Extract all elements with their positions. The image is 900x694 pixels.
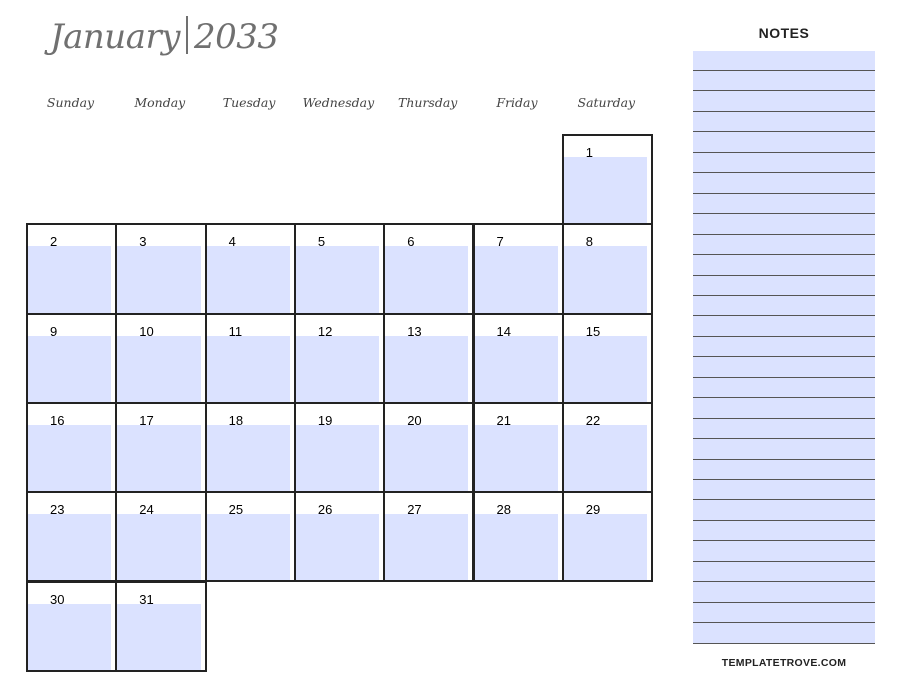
day-cell-15[interactable]	[562, 313, 653, 404]
day-number: 1	[585, 145, 594, 160]
notes-rule-line	[693, 479, 875, 480]
day-number: 18	[228, 412, 244, 428]
day-writing-area	[564, 425, 647, 491]
day-number: 17	[139, 412, 154, 428]
weekday-thursday: Thursday	[398, 95, 458, 110]
day-writing-area	[385, 336, 468, 402]
day-cell-30[interactable]	[26, 581, 117, 672]
day-cell-25[interactable]	[205, 491, 296, 582]
day-number: 21	[496, 412, 511, 428]
notes-rule-line	[693, 438, 875, 439]
day-cell-2[interactable]	[26, 223, 117, 314]
day-writing-area	[207, 246, 290, 312]
day-cell-6[interactable]	[383, 223, 474, 314]
day-number: 6	[407, 234, 415, 250]
day-number: 5	[317, 234, 326, 250]
notes-rule-line	[693, 70, 875, 71]
day-number: 16	[50, 412, 65, 428]
notes-title: NOTES	[758, 25, 810, 41]
day-writing-area	[385, 514, 468, 580]
weekday-monday: Monday	[134, 95, 186, 110]
day-writing-area	[28, 604, 111, 670]
day-number: 13	[407, 323, 422, 339]
brand-footer: TEMPLATETROVE.COM	[721, 657, 847, 669]
notes-rule-line	[693, 459, 875, 460]
day-writing-area	[207, 514, 290, 580]
notes-rule-line	[693, 131, 875, 132]
day-cell-20[interactable]	[383, 402, 474, 493]
notes-rule-line	[693, 520, 875, 521]
day-cell-13[interactable]	[383, 313, 474, 404]
day-cell-3[interactable]	[115, 223, 206, 314]
notes-rule-line	[693, 336, 875, 337]
day-cell-9[interactable]	[26, 313, 117, 404]
day-writing-area	[296, 514, 379, 580]
month-name: January	[50, 17, 180, 57]
year: 2033	[193, 17, 279, 57]
day-cell-18[interactable]	[205, 402, 296, 493]
day-writing-area	[385, 246, 468, 312]
day-number: 20	[407, 412, 422, 428]
day-writing-area	[117, 336, 200, 402]
notes-rule-line	[693, 540, 875, 541]
notes-rule-line	[693, 193, 875, 194]
day-number: 11	[228, 323, 243, 339]
notes-rule-line	[693, 356, 875, 357]
day-cell-7[interactable]	[473, 223, 564, 314]
notes-rule-line	[693, 377, 875, 378]
day-cell-23[interactable]	[26, 491, 117, 582]
notes-rule-line	[693, 213, 875, 214]
notes-rule-line	[693, 397, 875, 398]
day-number: 31	[139, 591, 154, 607]
weekday-wednesday: Wednesday	[302, 95, 375, 110]
notes-rule-line	[693, 254, 875, 255]
day-number: 25	[228, 502, 244, 518]
notes-rule-line	[693, 581, 875, 582]
notes-rule-line	[693, 315, 875, 316]
day-cell-5[interactable]	[294, 223, 385, 314]
weekday-tuesday: Tuesday	[222, 95, 276, 110]
day-writing-area	[564, 157, 647, 223]
day-number: 3	[139, 234, 147, 250]
notes-rule-line	[693, 622, 875, 623]
day-number: 27	[407, 502, 422, 518]
day-number: 24	[139, 502, 154, 518]
notes-rule-line	[693, 499, 875, 500]
day-number: 12	[317, 323, 333, 339]
day-writing-area	[296, 246, 379, 312]
day-number: 22	[585, 412, 601, 428]
day-writing-area	[28, 514, 111, 580]
day-writing-area	[207, 336, 290, 402]
day-cell-8[interactable]	[562, 223, 653, 314]
day-cell-28[interactable]	[473, 491, 564, 582]
day-writing-area	[385, 425, 468, 491]
day-cell-29[interactable]	[562, 491, 653, 582]
notes-area[interactable]	[693, 51, 875, 644]
title-separator	[186, 16, 188, 54]
day-cell-17[interactable]	[115, 402, 206, 493]
notes-rule-line	[693, 295, 875, 296]
day-number: 28	[496, 502, 511, 518]
day-cell-10[interactable]	[115, 313, 206, 404]
day-number: 4	[228, 234, 236, 250]
day-cell-12[interactable]	[294, 313, 385, 404]
day-writing-area	[475, 425, 558, 491]
day-number: 23	[50, 502, 65, 518]
day-cell-16[interactable]	[26, 402, 117, 493]
day-writing-area	[564, 246, 647, 312]
weekday-sunday: Sunday	[46, 95, 95, 110]
day-writing-area	[475, 336, 558, 402]
day-number: 29	[585, 502, 601, 518]
day-number: 15	[585, 323, 601, 339]
day-writing-area	[564, 336, 647, 402]
day-number: 10	[139, 323, 154, 339]
day-cell-19[interactable]	[294, 402, 385, 493]
calendar-title	[50, 16, 278, 57]
weekday-friday: Friday	[496, 95, 538, 110]
day-cell-26[interactable]	[294, 491, 385, 582]
day-writing-area	[296, 425, 379, 491]
day-writing-area	[475, 514, 558, 580]
day-number: 26	[317, 502, 333, 518]
day-cell-4[interactable]	[205, 223, 296, 314]
notes-rule-line	[693, 152, 875, 153]
day-number: 2	[50, 234, 58, 250]
day-writing-area	[475, 246, 558, 312]
day-writing-area	[207, 425, 290, 491]
day-cell-14[interactable]	[473, 313, 564, 404]
day-writing-area	[28, 246, 111, 312]
day-cell-31[interactable]	[115, 581, 206, 672]
notes-rule-line	[693, 90, 875, 91]
day-cell-24[interactable]	[115, 491, 206, 582]
notes-rule-line	[693, 172, 875, 173]
notes-rule-line	[693, 561, 875, 562]
day-writing-area	[117, 604, 200, 670]
notes-rule-line	[693, 418, 875, 419]
notes-rule-line	[693, 111, 875, 112]
day-cell-22[interactable]	[562, 402, 653, 493]
day-number: 8	[585, 234, 594, 250]
weekday-saturday: Saturday	[577, 95, 636, 110]
notes-rule-line	[693, 602, 875, 603]
day-number: 19	[317, 412, 333, 428]
day-writing-area	[28, 336, 111, 402]
day-writing-area	[117, 246, 200, 312]
day-writing-area	[28, 425, 111, 491]
day-cell-21[interactable]	[473, 402, 564, 493]
notes-rule-line	[693, 643, 875, 644]
day-number: 9	[50, 323, 58, 339]
day-writing-area	[117, 425, 200, 491]
day-cell-11[interactable]	[205, 313, 296, 404]
day-cell-1[interactable]	[562, 134, 653, 225]
notes-rule-line	[693, 275, 875, 276]
day-number: 14	[496, 323, 511, 339]
notes-rule-line	[693, 234, 875, 235]
day-writing-area	[117, 514, 200, 580]
day-writing-area	[564, 514, 647, 580]
day-number: 30	[50, 591, 65, 607]
day-writing-area	[296, 336, 379, 402]
day-number: 7	[496, 234, 504, 250]
day-cell-27[interactable]	[383, 491, 474, 582]
